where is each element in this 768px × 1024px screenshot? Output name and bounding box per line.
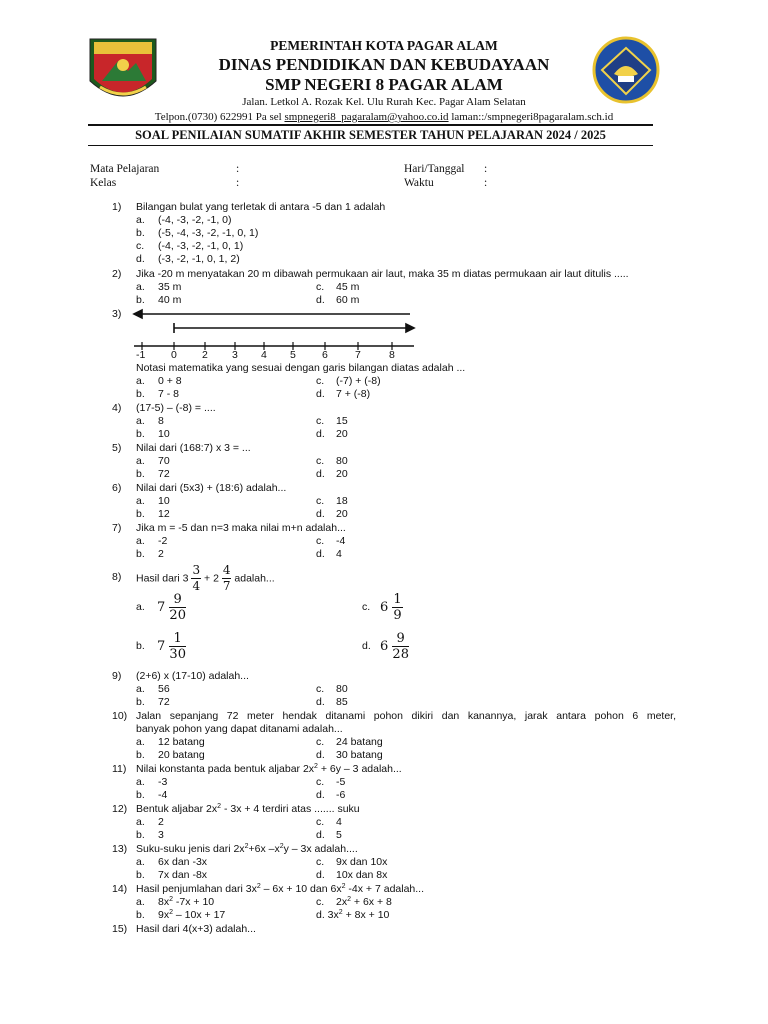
option-letter: a. xyxy=(136,415,145,427)
option-value: (-7) + (-8) xyxy=(336,375,381,387)
question-text: Bilangan bulat yang terletak di antara -5 dan 1 adalah xyxy=(136,201,386,213)
option-value: 20 batang xyxy=(158,749,205,761)
exponent: 2 xyxy=(338,909,343,916)
option-letter: c. xyxy=(316,896,325,908)
whole-part: 7 xyxy=(157,639,166,654)
option-letter: a. xyxy=(136,736,145,748)
question-text xyxy=(136,803,360,816)
option-letter: c. xyxy=(316,816,325,828)
option-letter: a. xyxy=(136,601,145,613)
question-text-suffix: adalah... xyxy=(234,572,275,585)
option-value: -5 xyxy=(336,776,346,788)
option-letter: b. xyxy=(136,388,145,400)
contact-email-link[interactable]: smpnegeri8_pagaralam@yahoo.co.id xyxy=(284,111,449,123)
class-label: Kelas xyxy=(90,177,117,189)
option-value: 7 - 8 xyxy=(158,388,180,400)
option-value: -4 xyxy=(336,535,346,547)
option-letter: c. xyxy=(316,736,325,748)
option-letter: a. xyxy=(136,776,145,788)
school-contact xyxy=(0,111,768,123)
option-value: 40 m xyxy=(158,294,182,306)
question-number: 5) xyxy=(112,442,122,454)
mixed-number xyxy=(380,592,403,623)
class-colon: : xyxy=(236,177,240,189)
arrowhead-left xyxy=(134,310,142,318)
question-text: Jalan sepanjang 72 meter hendak ditanami pohon dikiri dan kanannya, jarak antara pohon 6 meter, xyxy=(136,710,676,722)
school-address: Jalan. Letkol A. Rozak Kel. Ulu Rurah Kec. Pagar Alam Selatan xyxy=(242,96,526,108)
tick-label: 3 xyxy=(232,349,238,361)
option-value: 8 xyxy=(158,415,164,427)
text-part: d. 3x xyxy=(316,909,339,921)
option-letter: b. xyxy=(136,227,145,239)
option-value: (-4, -3, -2, -1, 0) xyxy=(158,214,232,226)
option-letter: b. xyxy=(136,548,145,560)
option-letter: a. xyxy=(136,896,145,908)
question-text: Notasi matematika yang sesuai dengan garis bilangan diatas adalah ... xyxy=(136,362,466,374)
option-value: 20 xyxy=(336,468,348,480)
tick-label: 8 xyxy=(389,349,395,361)
option-value xyxy=(336,896,392,909)
option-value: -3 xyxy=(158,776,168,788)
tick-label: 6 xyxy=(322,349,328,361)
option-letter: a. xyxy=(136,816,145,828)
option-value: 56 xyxy=(158,683,170,695)
question-text: Nilai dari (5x3) + (18:6) adalah... xyxy=(136,482,287,494)
tick-label: -1 xyxy=(136,349,146,361)
fraction xyxy=(169,592,186,623)
option-value: 9x dan 10x xyxy=(336,856,388,868)
option-letter: c. xyxy=(316,856,325,868)
option-letter: d. xyxy=(316,508,325,520)
question-number: 1) xyxy=(112,201,122,213)
text-part: Suku-suku jenis dari 2x xyxy=(136,843,245,855)
question-number: 12) xyxy=(112,803,128,815)
text-part: + 6y – 3 adalah... xyxy=(317,763,402,775)
exponent: 2 xyxy=(169,909,173,916)
question-text: Jika m = -5 dan n=3 maka nilai m+n adalah... xyxy=(136,522,346,534)
option-letter: a. xyxy=(136,495,145,507)
option-value: 3 xyxy=(158,829,164,841)
option-value: 10 xyxy=(158,428,170,440)
option-value: 0 + 8 xyxy=(158,375,182,387)
day-date-colon: : xyxy=(484,163,488,175)
option-value: 45 m xyxy=(336,281,360,293)
question-number: 15) xyxy=(112,923,128,935)
option-letter: d. xyxy=(316,696,325,708)
question-text: Hasil dari 4(x+3) adalah... xyxy=(136,923,256,935)
question-text-prefix: Hasil dari 3 xyxy=(136,572,189,585)
option-letter: d. xyxy=(316,294,325,306)
option-letter: a. xyxy=(136,535,145,547)
subject-colon: : xyxy=(236,163,240,175)
mixed-number xyxy=(157,592,186,623)
option-letter: a. xyxy=(136,455,145,467)
arrowhead-right xyxy=(406,324,414,332)
header-divider xyxy=(88,124,653,126)
text-part: Nilai konstanta pada bentuk aljabar 2x xyxy=(136,763,315,775)
option-value xyxy=(316,909,389,922)
option-letter: d. xyxy=(136,253,145,265)
option-letter: c. xyxy=(316,281,325,293)
option-value: 4 xyxy=(336,816,342,828)
numerator: 3 xyxy=(192,563,201,577)
option-value: 10x dan 8x xyxy=(336,869,388,881)
question-number: 2) xyxy=(112,268,122,280)
exponent: 2 xyxy=(347,896,351,903)
question-number: 8) xyxy=(112,571,122,583)
exam-title: SOAL PENILAIAN SUMATIF AKHIR SEMESTER TAHUN PELAJARAN 2024 / 2025 xyxy=(135,128,606,142)
question-number: 13) xyxy=(112,843,128,855)
question-text xyxy=(136,763,402,776)
option-letter: b. xyxy=(136,909,145,921)
fraction xyxy=(392,631,409,662)
option-letter: c. xyxy=(316,455,325,467)
option-letter: d. xyxy=(316,789,325,801)
option-value: 72 xyxy=(158,696,170,708)
question-text xyxy=(136,843,358,856)
question-text xyxy=(136,563,275,593)
text-part: y – 3x adalah.... xyxy=(283,843,358,855)
numerator: 9 xyxy=(392,631,409,647)
exponent: 2 xyxy=(279,843,284,850)
contact-website: laman::/smpnegeri8pagaralam.sch.id xyxy=(448,111,614,123)
option-letter: b. xyxy=(136,789,145,801)
text-part: – 6x + 10 dan 6x xyxy=(260,883,342,895)
option-letter: d. xyxy=(316,869,325,881)
question-text: Jika -20 m menyatakan 20 m dibawah permukaan air laut, maka 35 m diatas permukaan air laut ditulis ..... xyxy=(136,268,629,280)
option-letter: d. xyxy=(316,428,325,440)
option-value xyxy=(158,896,214,909)
question-number: 11) xyxy=(112,763,127,775)
department-name: DINAS PENDIDIKAN DAN KEBUDAYAAN xyxy=(218,55,550,74)
question-text: (17-5) – (-8) = .... xyxy=(136,402,216,414)
plus-term: + 2 xyxy=(204,572,219,585)
option-letter: b. xyxy=(136,829,145,841)
option-value: 5 xyxy=(336,829,342,841)
fraction xyxy=(169,631,186,662)
option-letter: c. xyxy=(136,240,145,252)
numerator: 1 xyxy=(169,631,186,647)
question-number: 14) xyxy=(112,883,128,895)
option-value: 80 xyxy=(336,683,348,695)
option-letter: c. xyxy=(316,415,325,427)
option-value: 72 xyxy=(158,468,170,480)
question-text-continued: banyak pohon yang dapat ditanami adalah... xyxy=(136,723,343,735)
denominator: 28 xyxy=(392,647,409,662)
numerator: 9 xyxy=(169,592,186,608)
option-value: 6x dan -3x xyxy=(158,856,208,868)
option-value: 10 xyxy=(158,495,170,507)
option-value: 20 xyxy=(336,428,348,440)
option-letter: d. xyxy=(316,749,325,761)
subject-label: Mata Pelajaran xyxy=(90,163,160,175)
mixed-number xyxy=(157,631,186,662)
option-letter: b. xyxy=(136,428,145,440)
whole-part: 6 xyxy=(380,639,389,654)
day-date-label: Hari/Tanggal xyxy=(404,163,465,175)
tick-label: 2 xyxy=(202,349,208,361)
option-value: 7 + (-8) xyxy=(336,388,371,400)
option-value: 20 xyxy=(336,508,348,520)
denominator: 7 xyxy=(222,579,231,593)
option-value: 4 xyxy=(336,548,342,560)
option-value xyxy=(158,909,225,922)
question-number: 4) xyxy=(112,402,122,414)
question-number: 10) xyxy=(112,710,128,722)
denominator: 9 xyxy=(393,608,402,623)
option-letter: a. xyxy=(136,281,145,293)
option-letter: b. xyxy=(136,294,145,306)
option-value: -2 xyxy=(158,535,168,547)
text-part: + 8x + 10 xyxy=(342,909,390,921)
option-value: 60 m xyxy=(336,294,360,306)
exponent: 2 xyxy=(314,763,318,770)
option-letter: c. xyxy=(316,683,325,695)
fraction xyxy=(222,563,232,594)
tick-label: 0 xyxy=(171,349,177,361)
option-letter: c. xyxy=(362,601,371,613)
time-label: Waktu xyxy=(404,177,434,189)
question-number: 6) xyxy=(112,482,122,494)
question-text: Nilai dari (168:7) x 3 = ... xyxy=(136,442,251,454)
text-part: Bentuk aljabar 2x xyxy=(136,803,218,815)
exponent: 2 xyxy=(341,883,346,890)
numerator: 4 xyxy=(222,563,231,577)
option-value: 12 batang xyxy=(158,736,205,748)
option-letter: b. xyxy=(136,640,145,652)
text-part: – 10x + 17 xyxy=(173,909,226,921)
question-number: 7) xyxy=(112,522,122,534)
text-part: 8x xyxy=(158,896,170,908)
text-part: Hasil penjumlahan dari 3x xyxy=(136,883,257,895)
tick-label: 7 xyxy=(355,349,361,361)
option-letter: a. xyxy=(136,856,145,868)
contact-phone: Telpon.(0730) 622991 Pa sel xyxy=(154,111,285,123)
exponent: 2 xyxy=(217,803,222,810)
text-part: +6x –x xyxy=(248,843,280,855)
question-number: 3) xyxy=(112,308,122,320)
title-divider xyxy=(88,145,653,146)
option-value: 24 batang xyxy=(336,736,383,748)
denominator: 20 xyxy=(169,608,186,623)
option-letter: d. xyxy=(316,548,325,560)
option-value: -6 xyxy=(336,789,346,801)
option-value: 85 xyxy=(336,696,348,708)
text-part: 9x xyxy=(158,909,170,921)
tick-label: 4 xyxy=(261,349,267,361)
option-letter: d. xyxy=(362,640,371,652)
mixed-number xyxy=(380,631,409,662)
text-part: + 6x + 8 xyxy=(351,896,392,908)
option-value: (-5, -4, -3, -2, -1, 0, 1) xyxy=(158,227,259,239)
option-letter: d. xyxy=(316,468,325,480)
text-part: -7x + 10 xyxy=(173,896,215,908)
exponent: 2 xyxy=(244,843,249,850)
whole-part: 7 xyxy=(157,600,166,615)
question-text xyxy=(136,883,424,896)
option-value: 80 xyxy=(336,455,348,467)
option-letter: b. xyxy=(136,508,145,520)
option-letter: c. xyxy=(316,776,325,788)
option-letter: b. xyxy=(136,869,145,881)
option-letter: b. xyxy=(136,749,145,761)
time-colon: : xyxy=(484,177,488,189)
option-value: 70 xyxy=(158,455,170,467)
question-number: 9) xyxy=(112,670,122,682)
option-value: 35 m xyxy=(158,281,182,293)
option-letter: c. xyxy=(316,495,325,507)
option-value: 30 batang xyxy=(336,749,383,761)
option-letter: d. xyxy=(316,829,325,841)
option-letter: b. xyxy=(136,468,145,480)
option-letter: b. xyxy=(136,696,145,708)
text-part: 2x xyxy=(336,896,348,908)
whole-part: 6 xyxy=(380,600,389,615)
tick-label: 5 xyxy=(290,349,296,361)
numerator: 1 xyxy=(393,592,402,607)
text-part: -4x + 7 adalah... xyxy=(345,883,425,895)
option-letter: a. xyxy=(136,683,145,695)
fraction xyxy=(392,592,402,623)
option-letter: a. xyxy=(136,375,145,387)
exponent: 2 xyxy=(256,883,261,890)
option-value: (-4, -3, -2, -1, 0, 1) xyxy=(158,240,244,252)
option-value: -4 xyxy=(158,789,168,801)
option-value: 12 xyxy=(158,508,170,520)
question-text: (2+6) x (17-10) adalah... xyxy=(136,670,249,682)
denominator: 30 xyxy=(169,647,186,662)
option-letter: d. xyxy=(316,388,325,400)
government-name: PEMERINTAH KOTA PAGAR ALAM xyxy=(270,38,498,53)
option-value: 18 xyxy=(336,495,348,507)
option-letter: a. xyxy=(136,214,145,226)
option-value: 2 xyxy=(158,816,164,828)
option-letter: c. xyxy=(316,535,325,547)
option-letter: c. xyxy=(316,375,325,387)
option-value: 7x dan -8x xyxy=(158,869,208,881)
option-value: 2 xyxy=(158,548,164,560)
fraction xyxy=(191,563,201,594)
option-value: (-3, -2, -1, 0, 1, 2) xyxy=(158,253,240,265)
text-part: - 3x + 4 terdiri atas ....... suku xyxy=(221,803,360,815)
exponent: 2 xyxy=(169,896,173,903)
school-name: SMP NEGERI 8 PAGAR ALAM xyxy=(265,75,503,94)
denominator: 4 xyxy=(192,579,201,593)
option-value: 15 xyxy=(336,415,348,427)
